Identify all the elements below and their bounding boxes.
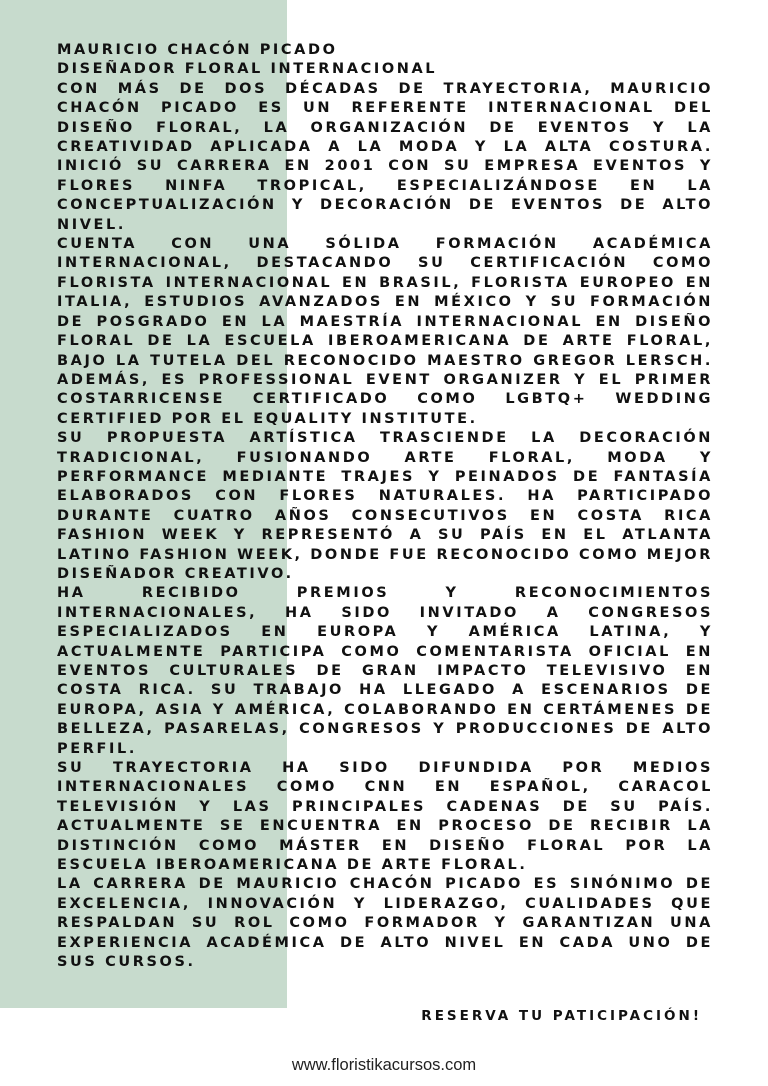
bio-paragraph-5: SU TRAYECTORIA HA SIDO DIFUNDIDA POR MEDIOS INTERNACIONALES COMO CNN EN ESPAÑOL, CARACOL TELEVISIÓN Y LAS PRINCIPALES CADENAS DE SU PAÍS. ACTUALMENTE SE ENCUENTRA EN PROCESO DE RECIBIR LA DISTINCIÓN COMO MÁSTER EN DISEÑO FLORAL POR LA ESCUELA IBEROAMERICANA DE ARTE FLORAL. [57,760,713,874]
bio-paragraph-1: CON MÁS DE DOS DÉCADAS DE TRAYECTORIA, MAURICIO CHACÓN PICADO ES UN REFERENTE INTERNACIONAL DEL DISEÑO FLORAL, LA ORGANIZACIÓN DE EVENTOS Y LA CREATIVIDAD APLICADA A LA MODA Y LA ALTA COSTURA. INICIÓ SU CARRERA EN 2001 CON SU EMPRESA EVENTOS Y FLORES NINFA TROPICAL, ESPECIALIZÁNDOSE EN LA CONCEPTUALIZACIÓN Y DECORACIÓN DE EVENTOS DE ALTO NIVEL. [57,80,713,233]
designer-name: MAURICIO CHACÓN PICADO [57,42,338,58]
bio-paragraph-4: HA RECIBIDO PREMIOS Y RECONOCIMIENTOS INTERNACIONALES, HA SIDO INVITADO A CONGRESOS ESPECIALIZADOS EN EUROPA Y AMÉRICA LATINA, Y ACTUALMENTE PARTICIPA COMO COMENTARISTA OFICIAL EN EVENTOS CULTURALES DE GRAN IMPACTO TELEVISIVO EN COSTA RICA. SU TRABAJO HA LLEGADO A ESCENARIOS DE EUROPA, ASIA Y AMÉRICA, COLABORANDO EN CERTÁMENES DE BELLEZA, PASARELAS, CONGRESOS Y PRODUCCIONES DE ALTO PERFIL. [57,585,713,757]
bio-paragraph-3: SU PROPUESTA ARTÍSTICA TRASCIENDE LA DECORACIÓN TRADICIONAL, FUSIONANDO ARTE FLORAL, MODA Y PERFORMANCE MEDIANTE TRAJES Y PEINADOS DE FANTASÍA ELABORADOS CON FLORES NATURALES. HA PARTICIPADO DURANTE CUATRO AÑOS CONSECUTIVOS EN COSTA RICA FASHION WEEK Y REPRESENTÓ A SU PAÍS EN EL ATLANTA LATINO FASHION WEEK, DONDE FUE RECONOCIDO COMO MEJOR DISEÑADOR CREATIVO. [57,430,713,582]
reservation-call-to-action: RESERVA TU PATICIPACIÓN! [421,1008,702,1024]
bio-content [57,41,713,973]
designer-role: DISEÑADOR FLORAL INTERNACIONAL [57,61,438,78]
bio-paragraph-2: CUENTA CON UNA SÓLIDA FORMACIÓN ACADÉMICA INTERNACIONAL, DESTACANDO SU CERTIFICACIÓN COMO FLORISTA INTERNACIONAL EN BRASIL, FLORISTA EUROPEO EN ITALIA, ESTUDIOS AVANZADOS EN MÉXICO Y SU FORMACIÓN DE POSGRADO EN LA MAESTRÍA INTERNACIONAL EN DISEÑO FLORAL DE LA ESCUELA IBEROAMERICANA DE ARTE FLORAL, BAJO LA TUTELA DEL RECONOCIDO MAESTRO GREGOR LERSCH. ADEMÁS, ES PROFESSIONAL EVENT ORGANIZER Y EL PRIMER COSTARRICENSE CERTIFICADO COMO LGBTQ+ WEDDING CERTIFIED POR EL EQUALITY INSTITUTE. [57,236,713,427]
website-url[interactable]: www.floristikacursos.com [291,1056,477,1074]
bio-paragraph-6: LA CARRERA DE MAURICIO CHACÓN PICADO ES SINÓNIMO DE EXCELENCIA, INNOVACIÓN Y LIDERAZGO, CUALIDADES QUE RESPALDAN SU ROL COMO FORMADOR Y GARANTIZAN UNA EXPERIENCIA ACADÉMICA DE ALTO NIVEL EN CADA UNO DE SUS CURSOS. [57,876,713,971]
